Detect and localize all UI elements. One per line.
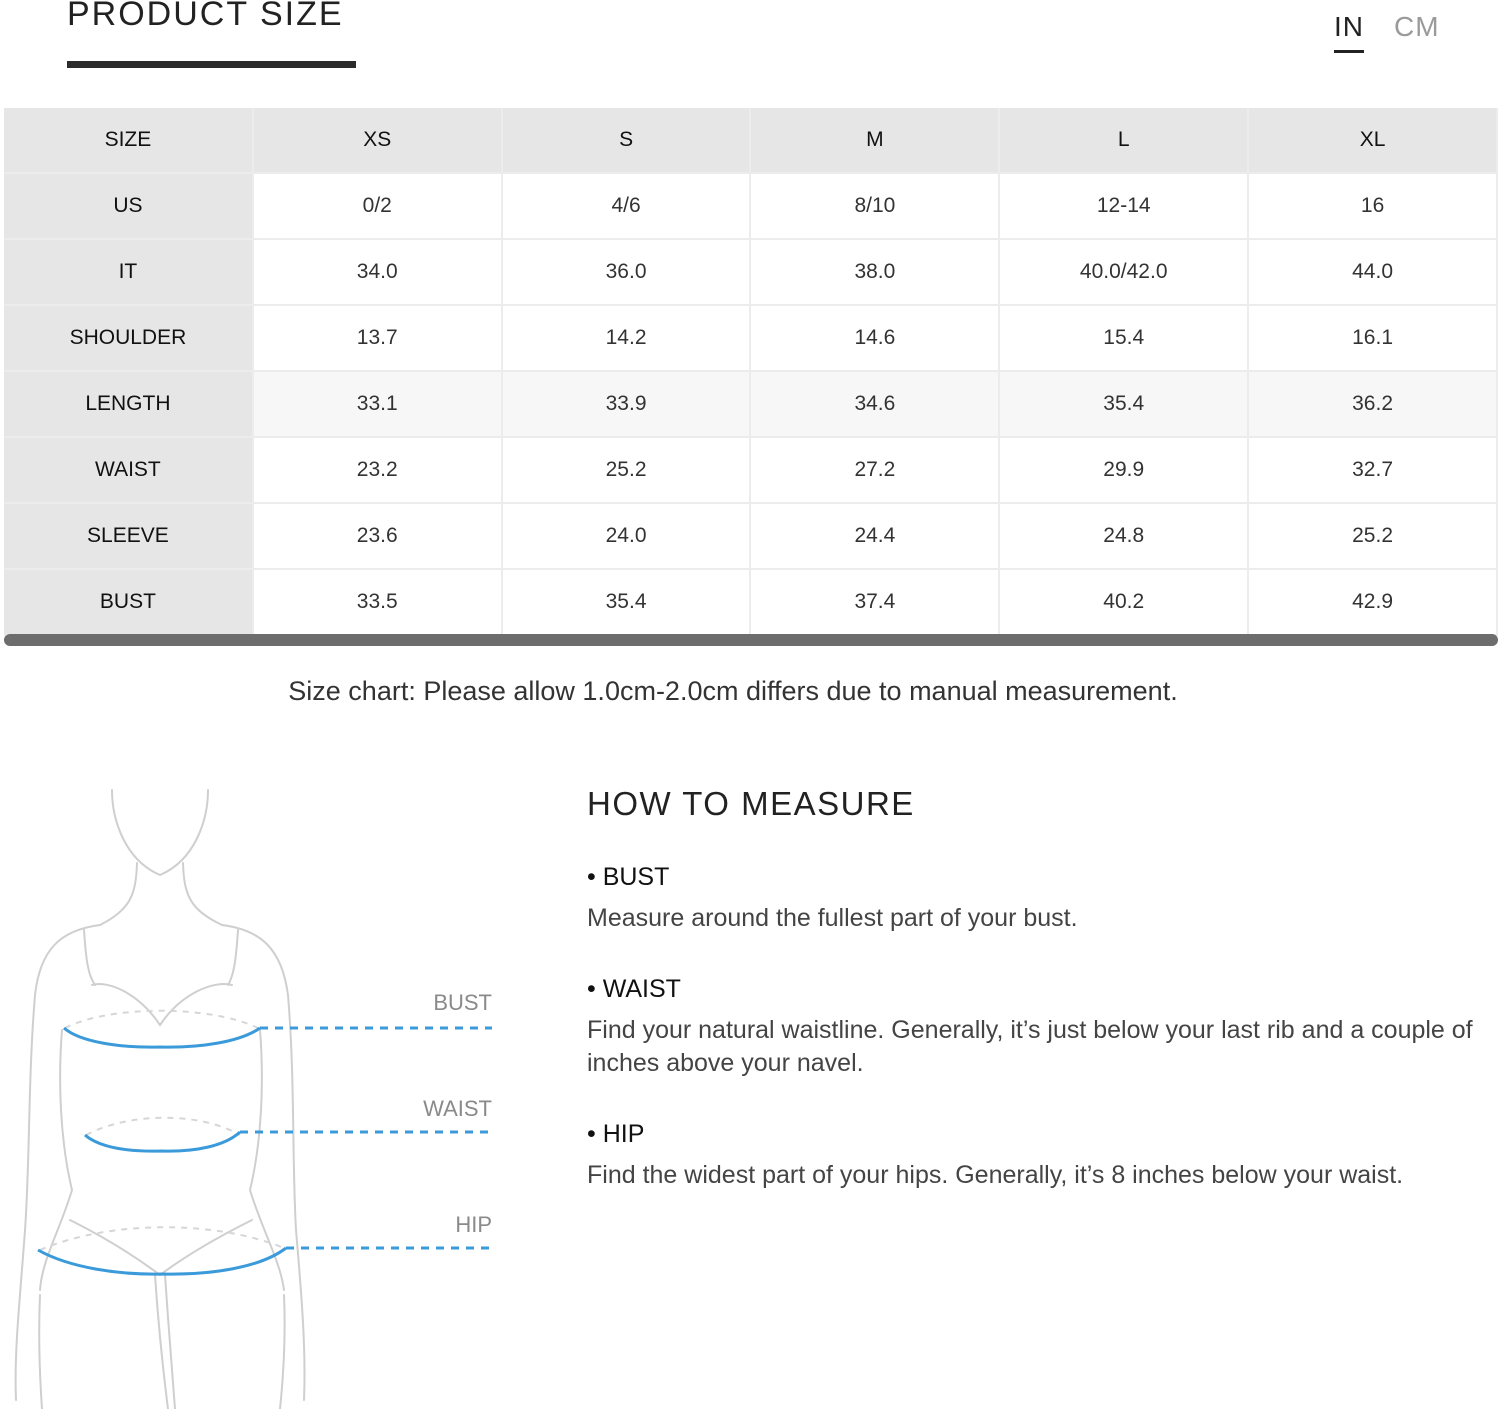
column-header: M	[750, 108, 999, 173]
table-cell: 14.2	[502, 305, 751, 371]
row-label: US	[4, 173, 253, 239]
page-title: PRODUCT SIZE	[67, 0, 344, 33]
table-cell: 40.0/42.0	[999, 239, 1248, 305]
table-cell: 16.1	[1248, 305, 1497, 371]
table-row	[4, 569, 1497, 635]
table-row	[4, 305, 1497, 371]
table-cell: 33.1	[253, 371, 502, 437]
table-cell: 15.4	[999, 305, 1248, 371]
table-cell: 44.0	[1248, 239, 1497, 305]
table-cell: 25.2	[502, 437, 751, 503]
table-row	[4, 503, 1497, 569]
column-header: XL	[1248, 108, 1497, 173]
measure-item-waist	[587, 975, 1497, 1080]
table-cell: 32.7	[1248, 437, 1497, 503]
table-row	[4, 437, 1497, 503]
column-header: SIZE	[4, 108, 253, 173]
table-cell: 13.7	[253, 305, 502, 371]
row-label: SLEEVE	[4, 503, 253, 569]
table-cell: 34.0	[253, 239, 502, 305]
size-chart-note: Size chart: Please allow 1.0cm-2.0cm differs due to manual measurement.	[288, 676, 1178, 706]
unit-in-button[interactable]: IN	[1334, 8, 1364, 53]
size-table	[4, 108, 1498, 636]
row-label: WAIST	[4, 437, 253, 503]
table-cell: 23.2	[253, 437, 502, 503]
table-cell: 42.9	[1248, 569, 1497, 635]
table-cell: 27.2	[750, 437, 999, 503]
horizontal-scrollbar[interactable]	[4, 634, 1498, 646]
measure-heading: • BUST	[587, 863, 670, 891]
measure-item-bust	[587, 863, 1497, 935]
table-cell: 36.0	[502, 239, 751, 305]
table-cell: 24.8	[999, 503, 1248, 569]
body-measurement-figure	[0, 780, 520, 1409]
table-cell: 25.2	[1248, 503, 1497, 569]
table-row	[4, 371, 1497, 437]
column-header: S	[502, 108, 751, 173]
table-cell: 35.4	[999, 371, 1248, 437]
column-header: XS	[253, 108, 502, 173]
table-cell: 4/6	[502, 173, 751, 239]
body-outline-illustration	[0, 780, 520, 1409]
table-cell: 24.0	[502, 503, 751, 569]
table-cell: 24.4	[750, 503, 999, 569]
measure-description: Measure around the fullest part of your bust.	[587, 904, 1078, 932]
table-cell: 16	[1248, 173, 1497, 239]
unit-cm-button[interactable]: CM	[1394, 11, 1440, 42]
table-cell: 29.9	[999, 437, 1248, 503]
measure-item-hip	[587, 1120, 1497, 1192]
table-cell: 8/10	[750, 173, 999, 239]
table-cell: 34.6	[750, 371, 999, 437]
measure-heading: • HIP	[587, 1120, 645, 1148]
row-label: SHOULDER	[4, 305, 253, 371]
table-header-row	[4, 108, 1497, 173]
how-to-measure-title: HOW TO MEASURE	[587, 785, 915, 822]
measure-description: Find your natural waistline. Generally, it’s just below your last rib and a couple of inches above your navel.	[587, 1016, 1473, 1077]
table-cell: 35.4	[502, 569, 751, 635]
row-label: IT	[4, 239, 253, 305]
table-cell: 37.4	[750, 569, 999, 635]
table-cell: 12-14	[999, 173, 1248, 239]
measure-heading: • WAIST	[587, 975, 681, 1003]
unit-toggle	[1334, 8, 1440, 53]
table-cell: 36.2	[1248, 371, 1497, 437]
column-header: L	[999, 108, 1248, 173]
how-to-measure-section	[587, 785, 1497, 1232]
row-label: BUST	[4, 569, 253, 635]
measure-description: Find the widest part of your hips. Generally, it’s 8 inches below your waist.	[587, 1161, 1404, 1189]
table-row	[4, 173, 1497, 239]
row-label: LENGTH	[4, 371, 253, 437]
table-cell: 33.9	[502, 371, 751, 437]
table-row	[4, 239, 1497, 305]
waist-label: WAIST	[423, 1096, 492, 1121]
size-table-container	[4, 108, 1498, 636]
table-cell: 38.0	[750, 239, 999, 305]
title-underline	[67, 61, 356, 68]
table-cell: 40.2	[999, 569, 1248, 635]
table-cell: 0/2	[253, 173, 502, 239]
hip-label: HIP	[455, 1212, 492, 1237]
bust-label: BUST	[433, 990, 492, 1015]
table-cell: 14.6	[750, 305, 999, 371]
table-cell: 23.6	[253, 503, 502, 569]
table-cell: 33.5	[253, 569, 502, 635]
